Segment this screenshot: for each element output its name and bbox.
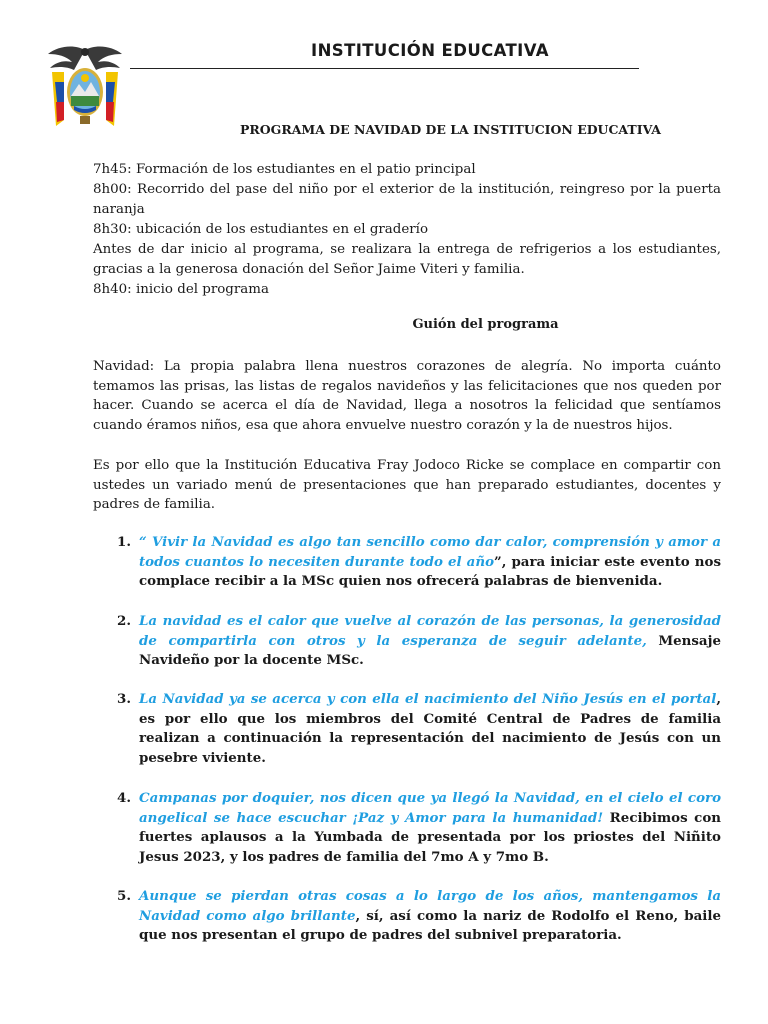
list-text: Mensaje Navideño por la docente MSc. bbox=[139, 632, 721, 668]
list-number: 5. bbox=[117, 888, 131, 904]
list-text: , es por ello que los miembros del Comité Central de Padres de familia realizan a continuación la representación del nacimiento de Jesús con un pesebre viviente. bbox=[139, 691, 721, 766]
schedule-line: 8h40: inicio del programa bbox=[93, 282, 269, 297]
schedule-line: Antes de dar inicio al programa, se realizara la entrega de refrigerios a los estudiantes, gracias a la generosa donación del Señor Jaime Viteri y familia. bbox=[93, 242, 721, 277]
list-quote: La navidad es el calor que vuelve al corazón de las personas, la generosidad de compartirla con otros y la esperanza de seguir adelante, bbox=[139, 613, 721, 649]
header-divider bbox=[130, 68, 639, 69]
program-title: PROGRAMA DE NAVIDAD DE LA INSTITUCION EDUCATIVA bbox=[239, 122, 661, 137]
schedule-line: 8h00: Recorrido del pase del niño por el exterior de la institución, reingreso por la puerta naranja bbox=[93, 182, 721, 217]
list-text: Recibimos con fuertes aplausos a la Yumbada de presentada por los priostes del Niñito Jesus 2023, y los padres de familia del 7mo A y 7mo B. bbox=[139, 809, 722, 865]
list-number: 1. bbox=[117, 534, 131, 550]
list-quote: La Navidad ya se acerca y con ella el nacimiento del Niño Jesús en el portal bbox=[139, 691, 717, 707]
guion-title: Guión del programa bbox=[412, 317, 559, 332]
ecuador-coat-of-arms-icon bbox=[44, 42, 126, 128]
list-text: ”, para iniciar este evento nos complace recibir a la MSc quien nos ofrecerá palabras de bienvenida. bbox=[139, 553, 722, 589]
list-item bbox=[117, 690, 721, 768]
list-number: 3. bbox=[117, 691, 131, 707]
schedule-line: 8h30: ubicación de los estudiantes en el graderío bbox=[93, 222, 429, 237]
list-quote: “ Vivir la Navidad es algo tan sencillo como dar calor, comprensión y amor a todos cuantos lo necesiten durante todo el año bbox=[139, 534, 721, 570]
list-quote: Campanas por doquier, nos dicen que ya llegó la Navidad, en el cielo el coro angelical se hace escuchar ¡Paz y Amor para la humanidad! bbox=[139, 790, 721, 826]
list-item bbox=[117, 887, 721, 946]
list-item bbox=[117, 612, 721, 671]
list-item bbox=[117, 789, 721, 867]
list-number: 4. bbox=[117, 790, 131, 806]
list-number: 2. bbox=[117, 613, 131, 629]
institution-title: INSTITUCIÓN EDUCATIVA bbox=[311, 41, 549, 60]
list-item bbox=[117, 533, 721, 592]
list-quote: Aunque se pierdan otras cosas a lo largo de los años, mantengamos la Navidad como algo brillante bbox=[139, 888, 721, 924]
intro-paragraph: Navidad: La propia palabra llena nuestros corazones de alegría. No importa cuánto temamos las prisas, las listas de regalos navideños y las felicitaciones que nos queden por hacer. Cuando se acerca el día de Navidad, llega a nosotros la felicidad que sentíamos cuando éramos niños, esa que ahora envuelve nuestro corazón y la de nuestros hijos. bbox=[93, 359, 721, 434]
schedule-line: 7h45: Formación de los estudiantes en el patio principal bbox=[93, 162, 476, 177]
list-text: , sí, así como la nariz de Rodolfo el Reno, baile que nos presentan el grupo de padres del subnivel preparatoria. bbox=[139, 907, 721, 943]
schedule-block bbox=[93, 160, 721, 300]
intro-paragraph: Es por ello que la Institución Educativa Fray Jodoco Ricke se complace en compartir con ustedes un variado menú de presentaciones que han preparado estudiantes, docentes y padres de familia. bbox=[93, 458, 721, 513]
